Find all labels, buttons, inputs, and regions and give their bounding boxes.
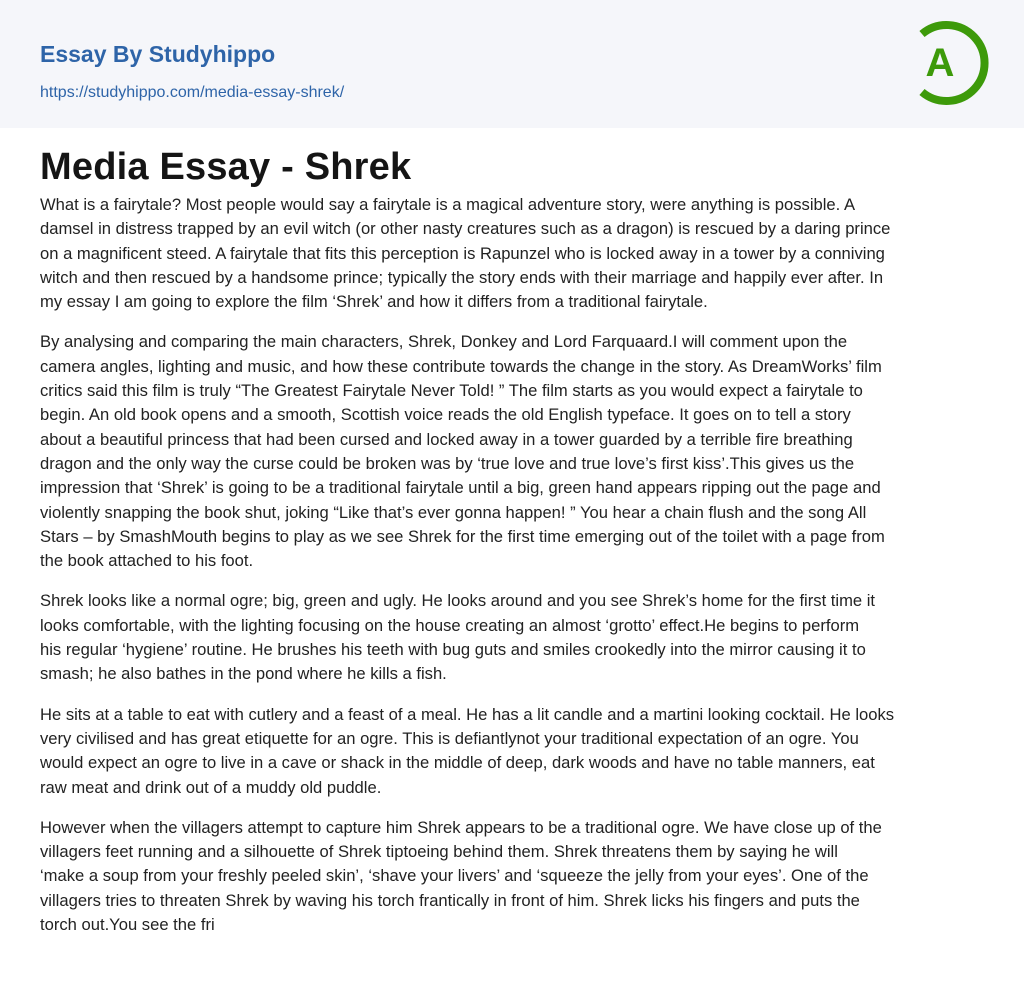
paragraph-line: witch and then rescued by a handsome prince; typically the story ends with their marriage and happily ever after. In bbox=[40, 267, 884, 287]
paragraph-line: his regular ‘hygiene’ routine. He brushes his teeth with bug guts and smiles crookedly into the mirror causing it to bbox=[40, 640, 866, 660]
paragraph-line: villagers feet running and a silhouette of Shrek tiptoeing behind them. Shrek threatens them by saying he will bbox=[40, 842, 838, 862]
paragraph-line: very civilised and has great etiquette for an ogre. This is defiantlynot your traditional expectation of an ogre. You bbox=[40, 728, 859, 748]
essay-paragraph bbox=[40, 193, 990, 314]
essay-body bbox=[40, 193, 990, 953]
paragraph-line: raw meat and drink out of a muddy old puddle. bbox=[40, 777, 382, 797]
paragraph-line: on a magnificent steed. A fairytale that fits this perception is Rapunzel who is locked away in a tower by a conniving bbox=[40, 243, 885, 263]
paragraph-line: violently snapping the book shut, joking “Like that’s ever gonna happen! ” You hear a chain flush and the song All bbox=[40, 502, 867, 522]
paragraph-line: What is a fairytale? Most people would say a fairytale is a magical adventure story, were anything is possible. A bbox=[40, 195, 856, 214]
paragraph-line: looks comfortable, with the lighting focusing on the house creating an almost ‘grotto’ effect.He begins to perform bbox=[40, 615, 860, 635]
paragraph-line: about a beautiful princess that had been cursed and locked away in a tower guarded by a terrible fire breathing bbox=[40, 429, 853, 449]
essay-paragraph bbox=[40, 589, 990, 686]
essay-paragraph bbox=[40, 703, 990, 800]
paragraph-line: camera angles, lighting and music, and how these contribute towards the change in the story. As DreamWorks’ film bbox=[40, 356, 882, 376]
paragraph-line: dragon and the only way the curse could be broken was by ‘true love and true love’s first kiss’.This gives us the bbox=[40, 453, 855, 473]
page-url-link[interactable]: https://studyhippo.com/media-essay-shrek/ bbox=[40, 84, 345, 101]
paragraph-line: impression that ‘Shrek’ is going to be a traditional fairytale until a big, green hand appears ripping out the page and bbox=[40, 478, 881, 498]
site-header bbox=[0, 0, 1024, 128]
paragraph-line: Stars – by SmashMouth begins to play as we see Shrek for the first time emerging out of the toilet with a page from bbox=[40, 526, 885, 546]
paragraph-line: smash; he also bathes in the pond where he kills a fish. bbox=[40, 664, 447, 684]
paragraph-line: the book attached to his foot. bbox=[40, 551, 254, 571]
paragraph-line: Shrek looks like a normal ogre; big, green and ugly. He looks around and you see Shrek’s home for the first time it bbox=[40, 591, 876, 611]
paragraph-line: damsel in distress trapped by an evil witch (or other nasty creatures such as a dragon) is rescued by a daring prince bbox=[40, 219, 891, 239]
page-title: Media Essay - Shrek bbox=[40, 146, 412, 188]
paragraph-line: begin. An old book opens and a smooth, Scottish voice reads the old English typeface. It goes on to tell a story bbox=[40, 405, 851, 425]
paragraph-line: villagers tries to threaten Shrek by waving his torch frantically in front of him. Shrek licks his fingers and puts the bbox=[40, 890, 860, 910]
paragraph-line: would expect an ogre to live in a cave or shack in the middle of deep, dark woods and have no table manners, eat bbox=[40, 753, 875, 773]
paragraph-line: torch out.You see the fri bbox=[40, 915, 215, 935]
paragraph-line: By analysing and comparing the main characters, Shrek, Donkey and Lord Farquaard.I will comment upon the bbox=[40, 332, 848, 352]
svg-text:A: A bbox=[925, 41, 955, 85]
paragraph-line: He sits at a table to eat with cutlery and a feast of a meal. He has a lit candle and a martini looking cocktail. He looks bbox=[40, 704, 895, 724]
paragraph-line: However when the villagers attempt to capture him Shrek appears to be a traditional ogre. We have close up of the bbox=[40, 817, 882, 837]
site-name[interactable]: Essay By Studyhippo bbox=[40, 41, 276, 67]
essay-paragraph bbox=[40, 330, 990, 573]
studyhippo-logo-icon[interactable] bbox=[906, 18, 990, 108]
paragraph-line: critics said this film is truly “The Greatest Fairytale Never Told! ” The film starts as you would expect a fairytale to bbox=[40, 381, 863, 401]
essay-paragraph bbox=[40, 816, 990, 937]
paragraph-line: my essay I am going to explore the film ‘Shrek’ and how it differs from a traditional fairytale. bbox=[40, 292, 708, 312]
paragraph-line: ‘make a soup from your freshly peeled skin’, ‘shave your livers’ and ‘squeeze the jelly from your eyes’. One of the bbox=[40, 866, 869, 886]
